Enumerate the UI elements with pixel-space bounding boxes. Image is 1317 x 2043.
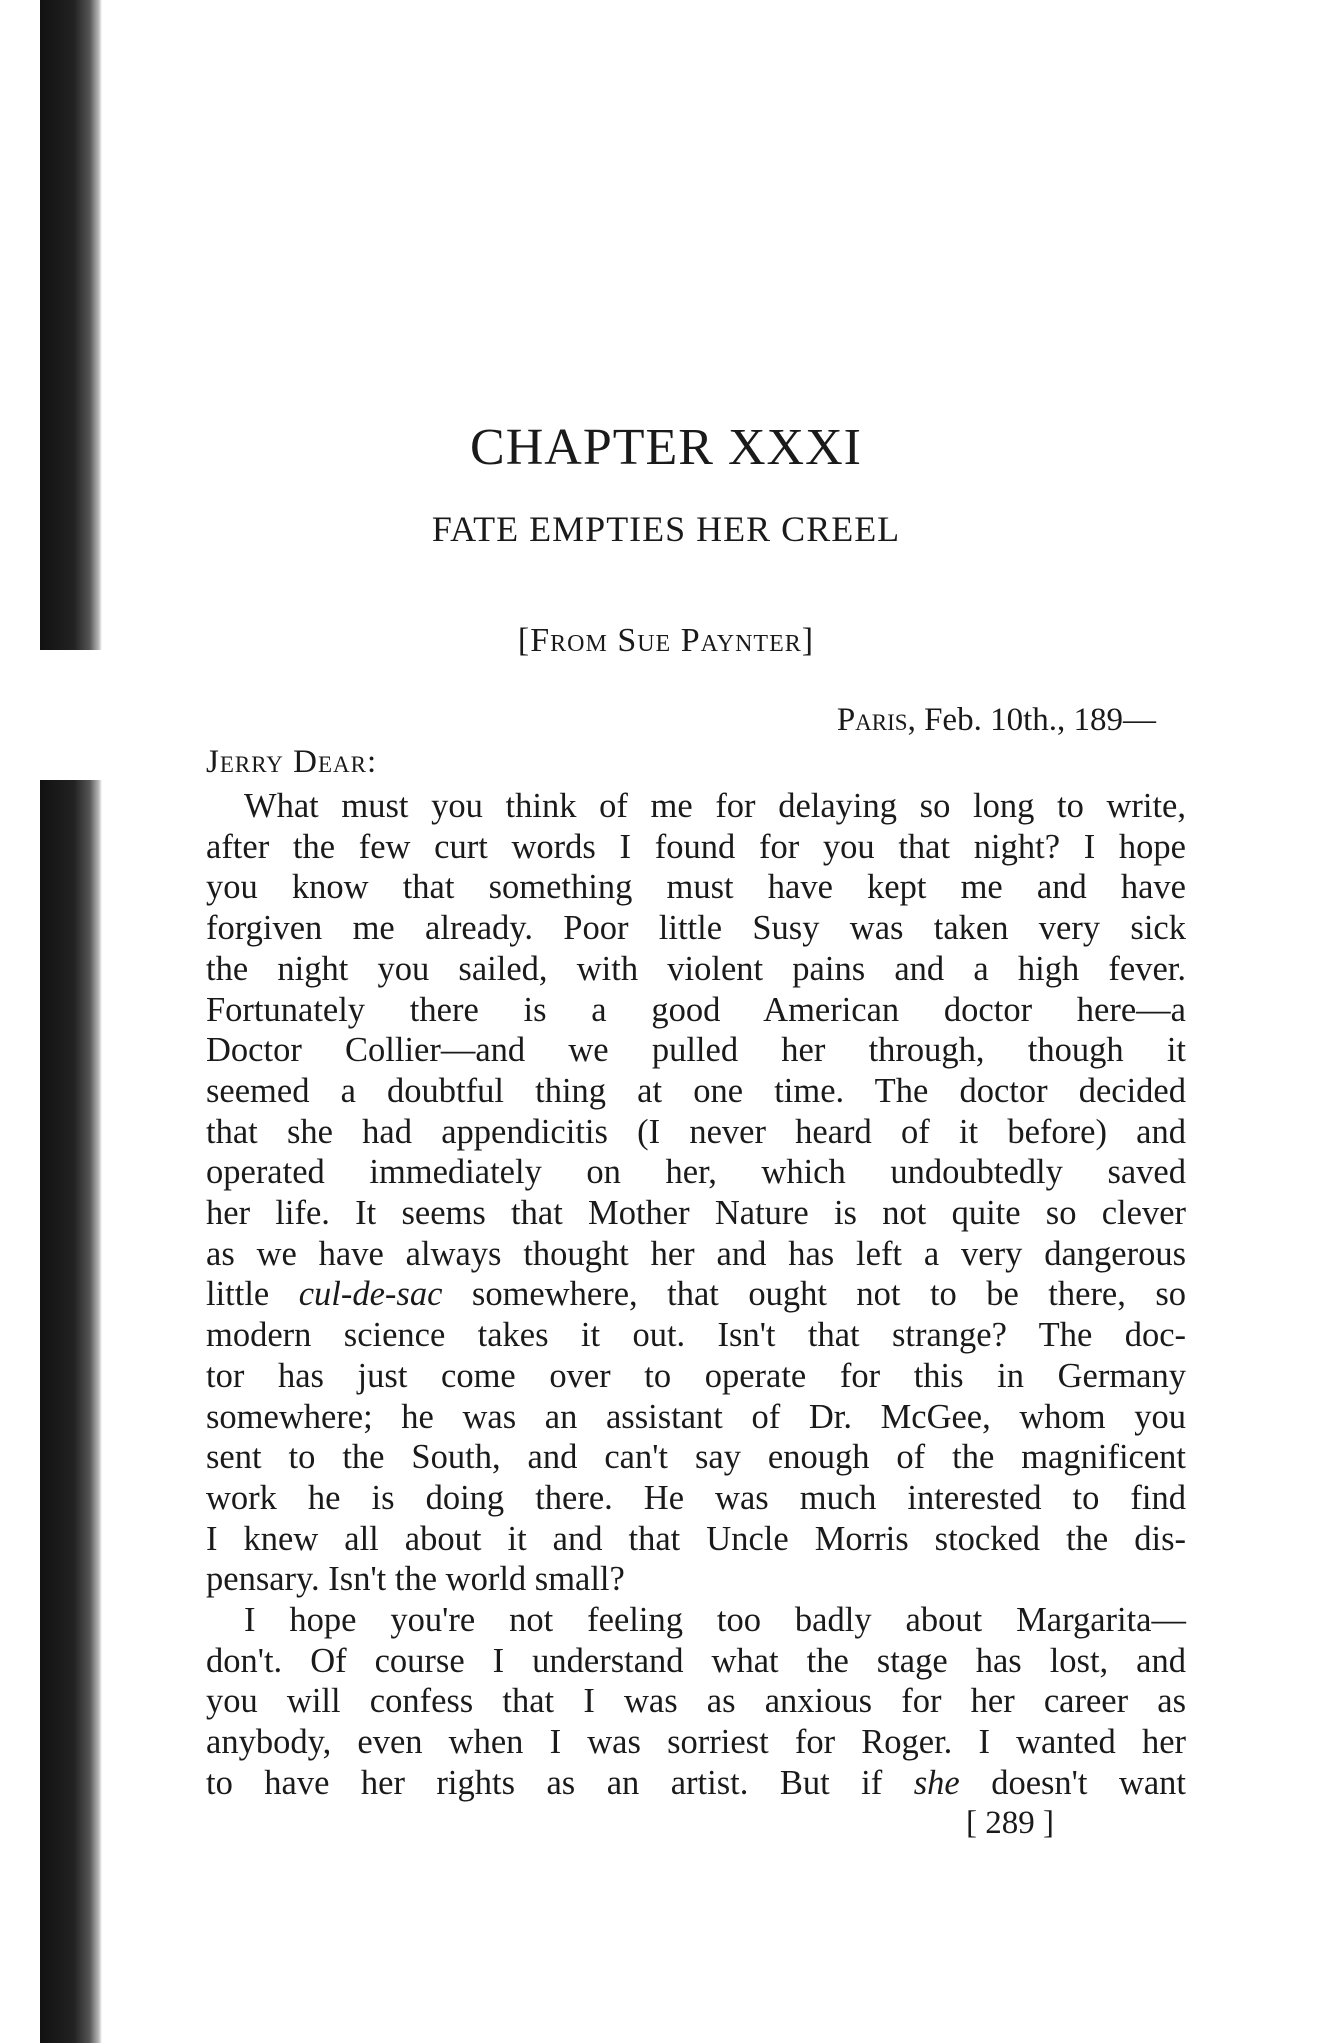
text-line: pensary. Isn't the world small?	[206, 1560, 625, 1599]
italic-phrase: cul-de-sac	[298, 1275, 443, 1314]
dateline-date: Feb. 10th., 189—	[924, 702, 1156, 738]
text-line: the night you sailed, with violent pains and a high fever.	[206, 949, 1186, 988]
text-line: I hope you're not feeling too badly about Margarita—	[244, 1601, 1186, 1640]
text-line: after the few curt words I found for you that night? I hope	[206, 827, 1186, 866]
text-line: What must you think of me for delaying so long to write,	[244, 787, 1186, 825]
binding-shadow-bottom	[40, 780, 102, 2043]
text-line: somewhere; he was an assistant of Dr. McGee, whom you	[206, 1397, 1186, 1436]
text-line: I knew all about it and that Uncle Morris stocked the dis-	[206, 1519, 1186, 1558]
text-fragment: little	[206, 1275, 270, 1314]
letter-dateline	[837, 702, 1156, 739]
chapter-number: CHAPTER XXXI	[470, 419, 862, 476]
text-line: sent to the South, and can't say enough of the magnificent	[206, 1438, 1186, 1477]
dateline-place: Paris,	[836, 702, 916, 738]
text-line: you will confess that I was as anxious for her career as	[206, 1682, 1186, 1721]
text-line: as we have always thought her and has left a very dangerous	[206, 1234, 1186, 1273]
text-line: anybody, even when I was sorriest for Roger. I wanted her	[206, 1723, 1186, 1762]
chapter-title: FATE EMPTIES HER CREEL	[431, 509, 901, 549]
italic-word: she	[913, 1763, 960, 1802]
text-line: modern science takes it out. Isn't that strange? The doc-	[206, 1316, 1186, 1355]
text-line: work he is doing there. He was much interested to find	[206, 1478, 1186, 1517]
text-line: that she had appendicitis (I never heard of it before) and	[206, 1112, 1186, 1151]
letter-body	[206, 786, 1186, 1804]
letter-salutation: Jerry Dear:	[206, 744, 378, 780]
text-fragment: somewhere, that ought not to be there, so	[471, 1275, 1187, 1314]
binding-shadow-top	[40, 0, 102, 650]
text-line: you know that something must have kept me and have	[206, 868, 1186, 907]
text-line-last	[206, 1763, 1186, 1804]
text-line: operated immediately on her, which undoubtedly saved	[206, 1153, 1186, 1192]
text-line: seemed a doubtful thing at one time. The doctor decided	[206, 1071, 1186, 1110]
text-line: tor has just come over to operate for this in Germany	[206, 1356, 1186, 1395]
text-line: her life. It seems that Mother Nature is not quite so clever	[206, 1194, 1186, 1233]
text-line-cul-de-sac	[206, 1274, 1186, 1315]
text-fragment: to have her rights as an artist. But if	[206, 1763, 883, 1802]
text-line: Fortunately there is a good American doctor here—a	[206, 990, 1186, 1029]
text-line: Doctor Collier—and we pulled her through, though it	[206, 1031, 1186, 1070]
text-fragment: doesn't want	[991, 1763, 1187, 1802]
text-line: don't. Of course I understand what the stage has lost, and	[206, 1641, 1186, 1680]
text-line: forgiven me already. Poor little Susy was taken very sick	[206, 909, 1186, 948]
page-number: [ 289 ]	[966, 1805, 1054, 1841]
letter-source: [From Sue Paynter]	[517, 622, 815, 659]
